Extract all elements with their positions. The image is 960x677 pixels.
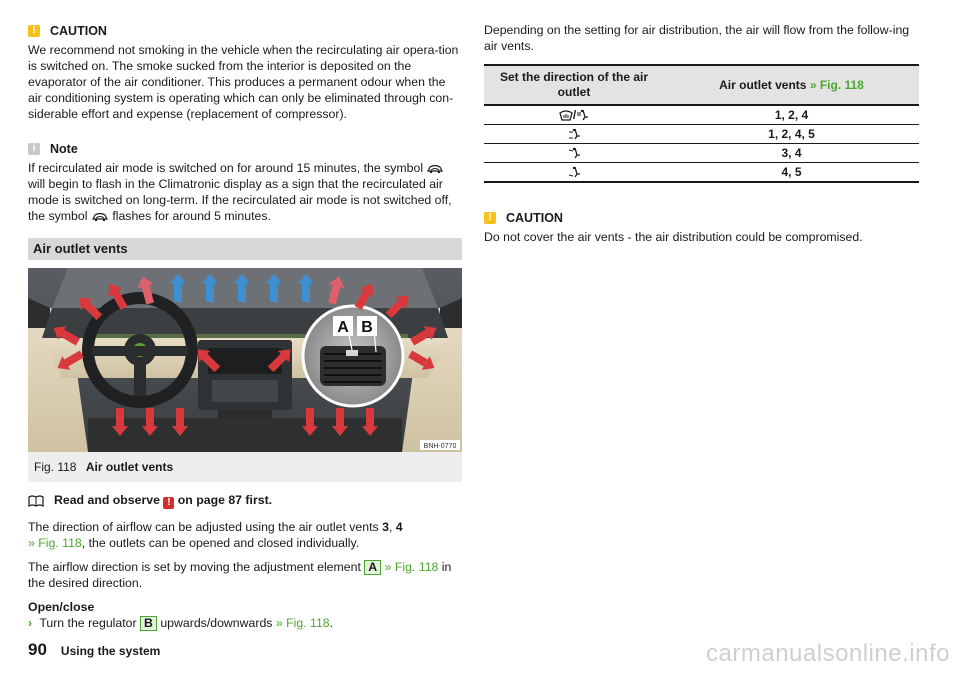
caution-text: We recommend not smoking in the vehicle when the recirculating air opera-tion is switched on. The smoke sucked from the interior is deposited on the evaporator of the air conditioner. This produces a permanent odour when the air conditioning system is operating which can only be eliminated through con-siderable effort and expense (replacement of compressor). [28,43,459,121]
footer-section: Using the system [60,644,161,658]
figure-118 [28,268,462,482]
table-row [484,163,919,183]
right-column [484,22,920,245]
left-column [28,22,462,631]
fig-link[interactable]: » Fig. 118 [384,560,439,574]
figure-code: BNH-0770 [423,443,457,450]
caution-heading [484,209,920,227]
figure-caption [28,452,462,482]
note-heading [28,140,462,158]
table-header-vents: Air outlet vents » Fig. 118 [664,65,919,105]
open-close-step: › Turn the regulator B upwards/downwards » Fig. 118. [28,616,334,630]
recirculation-car-icon [426,164,444,174]
table-row [484,144,919,163]
direction-cell [484,163,664,183]
caution-title: CAUTION [506,211,563,225]
intro-text: Depending on the setting for air distribution, the air will flow from the follow-ing air vents. [484,23,910,53]
seat-upper-airflow-icon [568,147,581,159]
fig-link[interactable]: » Fig. 118 [809,77,864,92]
dashboard-illustration [28,268,462,452]
book-icon [28,495,44,507]
section-title: Air outlet vents [28,238,462,260]
warning-badge: ! [163,497,174,509]
seat-upper-lower-airflow-icon [568,128,581,140]
fig-link[interactable]: » Fig. 118 [275,616,330,630]
seat-lower-airflow-icon [568,166,581,178]
note-text: If recirculated air mode is switched on for around 15 minutes, the symbol will begin to flash in the Climatronic display as a sign that the recirculated air mode is switched on long-term. If the recirculated air mode is not switched off, the symbol flashes for around 5 minutes. [28,161,452,223]
page-footer [28,642,160,659]
table-row [484,125,919,144]
caution-title: CAUTION [50,24,107,38]
caution-icon: ! [28,25,40,37]
direction-cell [484,144,664,163]
recirculation-car-icon [91,212,109,222]
caution-text: Do not cover the air vents - the air distribution could be compromised. [484,230,863,244]
caution-icon: ! [484,212,496,224]
label-b: B [361,319,373,336]
element-label-a: A [364,560,381,575]
windscreen-airflow-icon [559,110,573,121]
page-number: 90 [28,640,47,659]
note-icon: i [28,143,40,155]
seat-upper-airflow-icon [576,109,589,121]
vents-cell: 1, 2, 4 [664,105,919,125]
direction-cell [484,125,664,144]
table-header-row [484,65,919,105]
paragraph-airflow: The direction of airflow can be adjusted using the air outlet vents 3, 4 » Fig. 118, the outlets can be opened and closed individually. [28,520,403,550]
vents-cell: 3, 4 [664,144,919,163]
note-title: Note [50,142,78,156]
read-observe-line: Read and observe ! on page 87 first. [28,492,462,509]
watermark: carmanualsonline.info [706,640,950,667]
figure-caption-title: Air outlet vents [85,460,174,474]
element-label-b: B [140,616,157,631]
open-close-title: Open/close [28,600,95,614]
caution-heading [28,22,462,40]
table-header-direction: Set the direction of the air outlet [484,65,664,105]
direction-cell: / [484,105,664,125]
figure-number: Fig. 118 [34,460,77,474]
vents-cell: 4, 5 [664,163,919,183]
paragraph-adjustment: The airflow direction is set by moving the adjustment element A » Fig. 118 in the desired direction. [28,560,452,590]
label-a: A [337,319,349,336]
chevron-right-icon: › [28,616,33,630]
vents-cell: 1, 2, 4, 5 [664,125,919,144]
table-row [484,105,919,125]
fig-link[interactable]: » Fig. 118 [28,536,82,550]
air-vents-table [484,64,919,183]
